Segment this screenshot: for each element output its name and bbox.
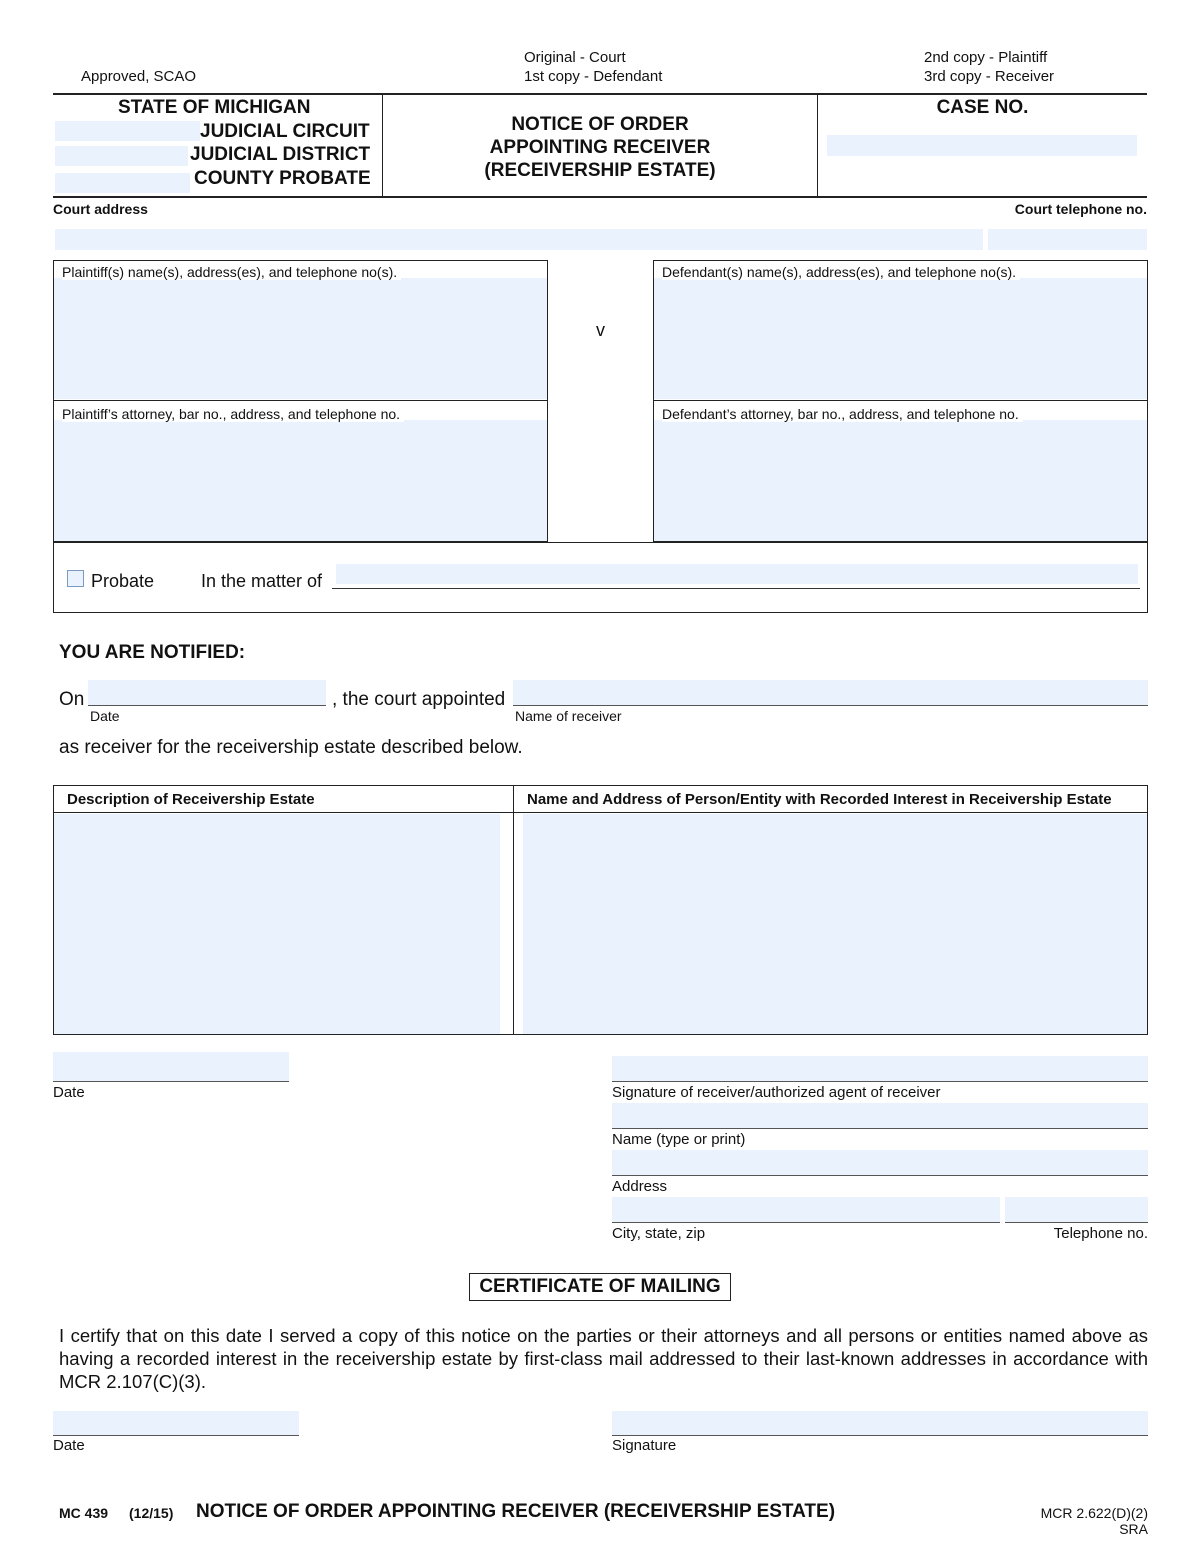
certificate-body: I certify that on this date I served a copy of this notice on the parties or their attorneys and all persons or entities named above as having a recorded interest in the receivership estate by first-class mail addressed to their last-known addresses in accordance with MCR 2.107(C)(3). bbox=[59, 1325, 1148, 1392]
certificate-date-caption: Date bbox=[53, 1437, 85, 1454]
judicial-district-input[interactable] bbox=[55, 146, 188, 166]
notified-heading: YOU ARE NOTIFIED: bbox=[59, 642, 246, 663]
form-number: MC 439 bbox=[59, 1505, 109, 1521]
county-probate-label: COUNTY PROBATE bbox=[194, 168, 371, 189]
plaintiff-label: Plaintiff(s) name(s), address(es), and telephone no(s). bbox=[62, 264, 401, 280]
recorded-interest-input[interactable] bbox=[523, 814, 1147, 1034]
certificate-signature-caption: Signature bbox=[612, 1437, 677, 1454]
form-revision: (12/15) bbox=[129, 1505, 174, 1521]
judicial-district-label: JUDICIAL DISTRICT bbox=[190, 144, 371, 165]
copy-second: 2nd copy - Plaintiff bbox=[924, 49, 1048, 66]
estate-description-header: Description of Receivership Estate bbox=[67, 791, 315, 808]
case-no-input[interactable] bbox=[827, 135, 1137, 156]
plaintiff-input[interactable] bbox=[54, 278, 547, 399]
court-telephone-input[interactable] bbox=[988, 229, 1147, 250]
receiver-name-print-input[interactable] bbox=[612, 1103, 1148, 1129]
footer-rule: MCR 2.622(D)(2) bbox=[1040, 1505, 1148, 1521]
receiver-address-input[interactable] bbox=[612, 1150, 1148, 1176]
footer-code: SRA bbox=[1119, 1521, 1148, 1537]
approved-scao: Approved, SCAO bbox=[81, 68, 197, 85]
judicial-circuit-label: JUDICIAL CIRCUIT bbox=[200, 121, 370, 142]
certificate-title: CERTIFICATE OF MAILING bbox=[469, 1273, 731, 1301]
versus-label: v bbox=[596, 320, 605, 340]
matter-input[interactable] bbox=[336, 564, 1138, 584]
case-no-label: CASE NO. bbox=[936, 97, 1029, 118]
city-caption: City, state, zip bbox=[612, 1225, 706, 1242]
plaintiff-attorney-label: Plaintiff’s attorney, bar no., address, and telephone no. bbox=[62, 406, 404, 422]
described-text: as receiver for the receivership estate described below. bbox=[59, 737, 523, 758]
receiver-signature-input[interactable] bbox=[612, 1056, 1148, 1082]
receiver-caption: Name of receiver bbox=[515, 708, 622, 724]
telephone-caption: Telephone no. bbox=[1053, 1225, 1148, 1242]
court-address-label: Court address bbox=[53, 201, 148, 217]
copy-first: 1st copy - Defendant bbox=[524, 68, 663, 85]
receiver-signature-caption: Signature of receiver/authorized agent of receiver bbox=[612, 1084, 941, 1101]
judicial-circuit-input[interactable] bbox=[55, 121, 200, 141]
county-probate-input[interactable] bbox=[55, 173, 190, 193]
on-label: On bbox=[59, 689, 85, 710]
appointment-date-input[interactable] bbox=[88, 680, 326, 706]
copy-original: Original - Court bbox=[524, 49, 626, 66]
form-title-line-1: NOTICE OF ORDER bbox=[511, 114, 689, 135]
form-title-line-2: APPOINTING RECEIVER bbox=[489, 137, 711, 158]
recorded-interest-header: Name and Address of Person/Entity with Recorded Interest in Receivership Estate bbox=[527, 791, 1112, 808]
matter-label: In the matter of bbox=[201, 571, 323, 591]
sign-date-input[interactable] bbox=[53, 1052, 289, 1082]
footer-title: NOTICE OF ORDER APPOINTING RECEIVER (RECEIVERSHIP ESTATE) bbox=[196, 1501, 836, 1522]
plaintiff-attorney-input[interactable] bbox=[54, 420, 547, 541]
receiver-name-input[interactable] bbox=[513, 680, 1148, 706]
name-print-caption: Name (type or print) bbox=[612, 1131, 746, 1148]
form-title bbox=[383, 113, 817, 182]
form-title-line-3: (RECEIVERSHIP ESTATE) bbox=[484, 160, 716, 181]
defendant-attorney-input[interactable] bbox=[654, 420, 1147, 541]
state-of-michigan: STATE OF MICHIGAN bbox=[118, 97, 311, 118]
receiver-telephone-input[interactable] bbox=[1005, 1197, 1148, 1223]
certificate-signature-input[interactable] bbox=[612, 1411, 1148, 1436]
probate-label: Probate bbox=[91, 571, 155, 591]
defendant-label: Defendant(s) name(s), address(es), and telephone no(s). bbox=[662, 264, 1020, 280]
city-state-zip-input[interactable] bbox=[612, 1197, 1000, 1223]
court-telephone-label: Court telephone no. bbox=[1014, 201, 1147, 217]
date-caption: Date bbox=[90, 708, 120, 724]
sign-date-caption: Date bbox=[53, 1084, 85, 1101]
certificate-date-input[interactable] bbox=[53, 1411, 299, 1436]
probate-checkbox[interactable] bbox=[67, 570, 84, 587]
appointed-label: , the court appointed bbox=[332, 689, 506, 710]
address-caption: Address bbox=[612, 1178, 668, 1195]
estate-description-input[interactable] bbox=[54, 814, 500, 1034]
court-address-input[interactable] bbox=[55, 229, 983, 250]
defendant-input[interactable] bbox=[654, 278, 1147, 399]
defendant-attorney-label: Defendant’s attorney, bar no., address, and telephone no. bbox=[662, 406, 1023, 422]
copy-third: 3rd copy - Receiver bbox=[924, 68, 1055, 85]
